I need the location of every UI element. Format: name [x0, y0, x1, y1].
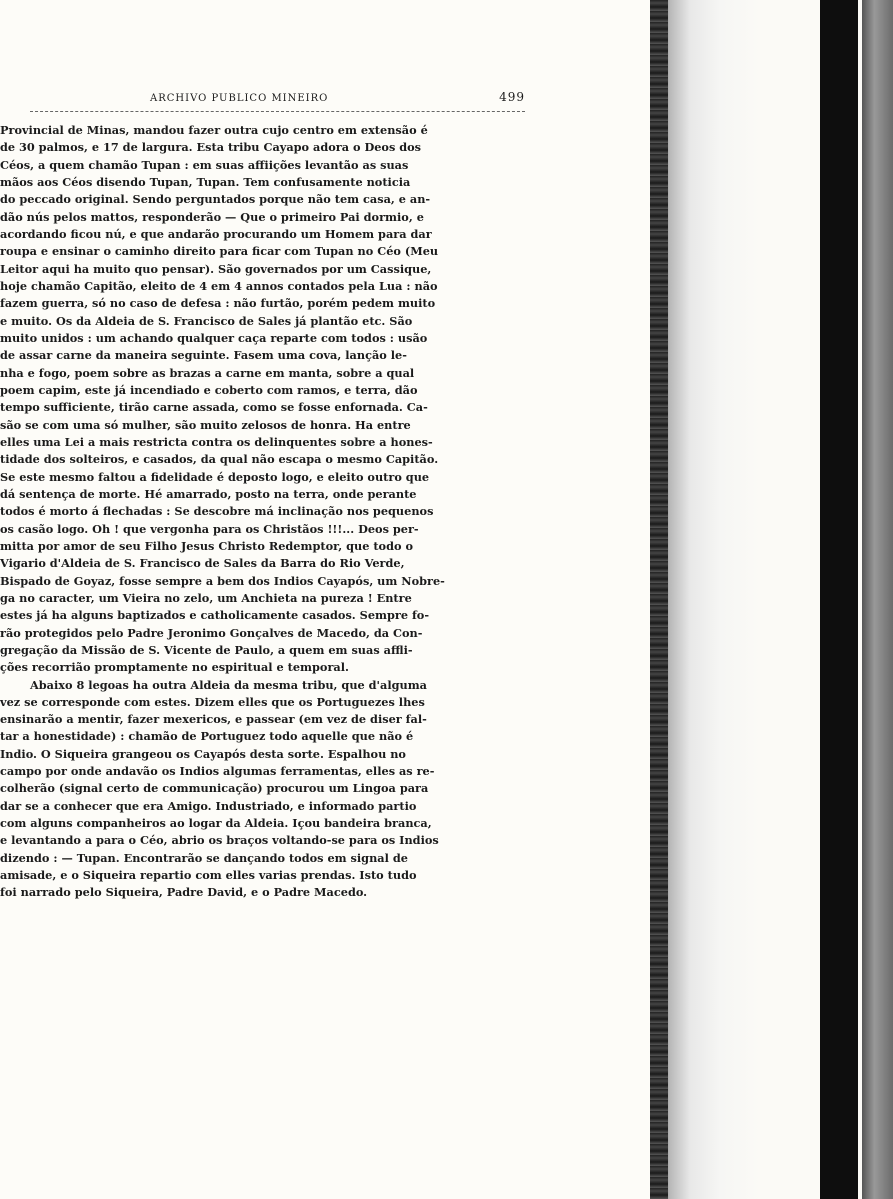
page-body: [0, 122, 510, 902]
dark-margin-band: [820, 0, 858, 1199]
text-line: e muito. Os da Aldeia de S. Francisco de Sales já plantão etc. São: [0, 313, 413, 328]
text-line: ga no caracter, um Vieira no zelo, um Anchieta na pureza ! Entre: [0, 590, 412, 605]
running-header: [150, 90, 525, 106]
text-line: roupa e ensinar o caminho direito para ficar com Tupan no Céo (Meu: [0, 244, 439, 259]
text-line: estes já ha alguns baptizados e catholicamente casados. Sempre fo-: [0, 608, 430, 623]
text-line: Indio. O Siqueira grangeou os Cayapós desta sorte. Espalhou no: [0, 746, 406, 761]
text-line: Leitor aqui ha muito quo pensar). São governados por um Cassique,: [0, 261, 432, 276]
text-line: Bispado de Goyaz, fosse sempre a bem dos Indios Cayapós, um Nobre-: [0, 573, 445, 588]
page-number: 499: [499, 90, 525, 104]
text-line: tidade dos solteiros, e casados, da qual não escapa o mesmo Capitão.: [0, 452, 439, 467]
text-line: com alguns companheiros ao logar da Aldeia. Içou bandeira branca,: [0, 816, 432, 831]
text-line: dão nús pelos mattos, responderão — Que o primeiro Pai dormio, e: [0, 209, 424, 224]
text-line: muito unidos : um achando qualquer caça reparte com todos : usão: [0, 330, 428, 345]
text-line: do peccado original. Sendo perguntados porque não tem casa, e an-: [0, 192, 431, 207]
text-line: poem capim, este já incendiado e coberto com ramos, e terra, dão: [0, 382, 418, 397]
text-line: de 30 palmos, e 17 de largura. Esta tribu Cayapo adora o Deos dos: [0, 140, 422, 155]
text-line: tempo sufficiente, tirão carne assada, como se fosse enfornada. Ca-: [0, 400, 428, 415]
text-line: Abaixo 8 legoas ha outra Aldeia da mesma tribu, que d'alguma: [30, 677, 428, 692]
text-line: dar se a conhecer que era Amigo. Industriado, e informado partio: [0, 798, 417, 813]
text-line: amisade, e o Siqueira repartio com elles varias prendas. Isto tudo: [0, 868, 417, 883]
text-line: Vigario d'Aldeia de S. Francisco de Sales da Barra do Rio Verde,: [0, 556, 405, 571]
text-line: ções recorrião promptamente no espiritual e temporal.: [0, 660, 349, 675]
text-line: foi narrado pelo Siqueira, Padre David, e o Padre Macedo.: [0, 885, 368, 900]
text-line: Se este mesmo faltou a fidelidade é deposto logo, e eleito outro que: [0, 469, 430, 484]
text-line: acordando ficou nú, e que andarão procurando um Homem para dar: [0, 226, 432, 241]
text-line: de assar carne da maneira seguinte. Fasem uma cova, lanção le-: [0, 348, 407, 363]
text-line: Céos, a quem chamão Tupan : em suas affiições levantão as suas: [0, 157, 409, 172]
text-line: são se com uma só mulher, são muito zelosos de honra. Ha entre: [0, 417, 411, 432]
text-line: elles uma Lei a mais restricta contra os delinquentes sobre a hones-: [0, 434, 433, 449]
text-line: Provincial de Minas, mandou fazer outra cujo centro em extensão é: [0, 123, 428, 137]
text-line: todos é morto á flechadas : Se descobre má inclinação nos pequenos: [0, 504, 434, 519]
outer-edge-band: [862, 0, 893, 1199]
text-line: nha e fogo, poem sobre as brazas a carne em manta, sobre a qual: [0, 365, 415, 380]
text-line: dá sentença de morte. Hé amarrado, posto na terra, onde perante: [0, 486, 417, 501]
text-line: vez se corresponde com estes. Dizem elles que os Portuguezes lhes: [0, 694, 425, 709]
header-title: ARCHIVO PUBLICO MINEIRO: [150, 93, 329, 104]
text-line: tar a honestidade) : chamão de Portuguez todo aquelle que não é: [0, 729, 414, 744]
text-line: colherão (signal certo de communicação) procurou um Lingoa para: [0, 781, 429, 796]
text-line: ensinarão a mentir, fazer mexericos, e passear (em vez de diser fal-: [0, 712, 427, 727]
book-spine-shadow: [650, 0, 668, 1199]
text-line: os casão logo. Oh ! que vergonha para os Christãos !!!... Deos per-: [0, 521, 419, 536]
text-line: gregação da Missão de S. Vicente de Paulo, a quem em suas affli-: [0, 642, 413, 657]
text-line: fazem guerra, só no caso de defesa : não furtão, porém pedem muito: [0, 296, 436, 311]
text-line: mitta por amor de seu Filho Jesus Christo Redemptor, que todo o: [0, 538, 413, 553]
text-line: mãos aos Céos disendo Tupan, Tupan. Tem confusamente noticia: [0, 174, 411, 189]
header-rule: [30, 111, 525, 112]
text-line: e levantando a para o Céo, abrio os braços voltando-se para os Indios: [0, 833, 439, 848]
text-line: dizendo : — Tupan. Encontrarão se dançando todos em signal de: [0, 850, 408, 865]
text-line: hoje chamão Capitão, eleito de 4 em 4 annos contados pela Lua : não: [0, 278, 438, 293]
text-line: rão protegidos pelo Padre Jeronimo Gonçalves de Macedo, da Con-: [0, 625, 423, 640]
text-line: campo por onde andavão os Indios algumas ferramentas, elles as re-: [0, 764, 435, 779]
